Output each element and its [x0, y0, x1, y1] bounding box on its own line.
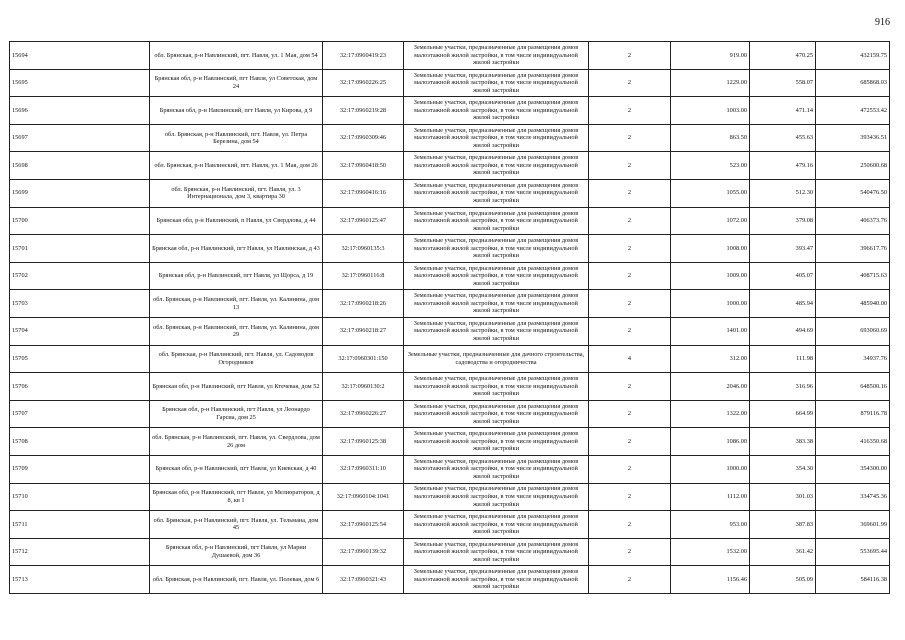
- area-cell: 1000.00: [671, 455, 750, 483]
- specific-value-cell: 455.63: [750, 124, 816, 152]
- cadastral-value-cell: 485940.00: [816, 290, 890, 318]
- table-row: [10, 345, 890, 373]
- area-cell: 1055.00: [671, 179, 750, 207]
- cadastral-value-cell: 416350.68: [816, 428, 890, 456]
- permitted-use-cell: Земельные участки, предназначенные для размещения домов малоэтажной жилой застройки, в том числе индивидуальной жилой застройки: [404, 97, 589, 125]
- use-group-cell: 2: [589, 373, 671, 401]
- cadastral-value-cell: 393436.51: [816, 124, 890, 152]
- specific-value-cell: 301.03: [750, 483, 816, 511]
- table-row: [10, 538, 890, 566]
- cadastral-value-cell: 408715.63: [816, 262, 890, 290]
- address-cell: Брянская обл, р-н Навлинский, пгт Навля, ул Мелиораторов, д 8, кв 1: [150, 483, 323, 511]
- cadastral-number-cell: 32:17:0960301:150: [323, 345, 404, 373]
- cadastral-number-cell: 32:17:0960139:32: [323, 538, 404, 566]
- row-number-cell: 15695: [10, 69, 150, 97]
- area-cell: 523.00: [671, 152, 750, 180]
- address-cell: обл. Брянская, р-н Навлинский, пгт. Навля, ул. Свердлова, дом 26 дом: [150, 428, 323, 456]
- cadastral-value-cell: 334745.36: [816, 483, 890, 511]
- area-cell: 1008.00: [671, 235, 750, 263]
- permitted-use-cell: Земельные участки, предназначенные для размещения домов малоэтажной жилой застройки, в том числе индивидуальной жилой застройки: [404, 152, 589, 180]
- cadastral-value-cell: 432159.75: [816, 42, 890, 70]
- cadastral-number-cell: 32:17:0960125:47: [323, 207, 404, 235]
- cadastral-value-cell: 879116.78: [816, 400, 890, 428]
- table-row: [10, 290, 890, 318]
- specific-value-cell: 383.38: [750, 428, 816, 456]
- address-cell: Брянская обл, р-н Навлинский, пгт Навля, ул Кирова, д 9: [150, 97, 323, 125]
- permitted-use-cell: Земельные участки, предназначенные для размещения домов малоэтажной жилой застройки, в том числе индивидуальной жилой застройки: [404, 69, 589, 97]
- use-group-cell: 2: [589, 400, 671, 428]
- table-row: [10, 262, 890, 290]
- table-row: [10, 42, 890, 70]
- use-group-cell: 2: [589, 455, 671, 483]
- address-cell: Брянская обл, р-н Навлинский, п Навля, ул Свердлова, д 44: [150, 207, 323, 235]
- permitted-use-cell: Земельные участки, предназначенные для размещения домов малоэтажной жилой застройки, в том числе индивидуальной жилой застройки: [404, 317, 589, 345]
- row-number-cell: 15704: [10, 317, 150, 345]
- use-group-cell: 2: [589, 317, 671, 345]
- area-cell: 863.50: [671, 124, 750, 152]
- address-cell: Брянская обл, р-н Навлинский, пгт Навля, ул Киевская, д 40: [150, 455, 323, 483]
- table-row: [10, 207, 890, 235]
- specific-value-cell: 316.96: [750, 373, 816, 401]
- address-cell: обл. Брянская, р-н Навлинский, пгт. Навля, ул. Садоводов Огородников: [150, 345, 323, 373]
- cadastral-value-cell: 553695.44: [816, 538, 890, 566]
- cadastral-value-cell: 693060.69: [816, 317, 890, 345]
- permitted-use-cell: Земельные участки, предназначенные для размещения домов малоэтажной жилой застройки, в том числе индивидуальной жилой застройки: [404, 235, 589, 263]
- permitted-use-cell: Земельные участки, предназначенные для размещения домов малоэтажной жилой застройки, в том числе индивидуальной жилой застройки: [404, 511, 589, 539]
- row-number-cell: 15710: [10, 483, 150, 511]
- page-number: 916: [875, 17, 890, 28]
- use-group-cell: 2: [589, 207, 671, 235]
- row-number-cell: 15700: [10, 207, 150, 235]
- cadastral-value-cell: 34937.76: [816, 345, 890, 373]
- specific-value-cell: 111.98: [750, 345, 816, 373]
- permitted-use-cell: Земельные участки, предназначенные для размещения домов малоэтажной жилой застройки, в том числе индивидуальной жилой застройки: [404, 262, 589, 290]
- area-cell: 1009.00: [671, 262, 750, 290]
- area-cell: 1072.00: [671, 207, 750, 235]
- cadastral-number-cell: 32:17:0960226:25: [323, 69, 404, 97]
- area-cell: 1322.00: [671, 400, 750, 428]
- area-cell: 953.00: [671, 511, 750, 539]
- specific-value-cell: 405.07: [750, 262, 816, 290]
- row-number-cell: 15706: [10, 373, 150, 401]
- use-group-cell: 2: [589, 179, 671, 207]
- cadastral-number-cell: 32:17:0960104:1041: [323, 483, 404, 511]
- table-row: [10, 455, 890, 483]
- row-number-cell: 15703: [10, 290, 150, 318]
- row-number-cell: 15696: [10, 97, 150, 125]
- area-cell: 1003.00: [671, 97, 750, 125]
- permitted-use-cell: Земельные участки, предназначенные для размещения домов малоэтажной жилой застройки, в том числе индивидуальной жилой застройки: [404, 428, 589, 456]
- specific-value-cell: 512.30: [750, 179, 816, 207]
- permitted-use-cell: Земельные участки, предназначенные для размещения домов малоэтажной жилой застройки, в том числе индивидуальной жилой застройки: [404, 290, 589, 318]
- specific-value-cell: 361.42: [750, 538, 816, 566]
- cadastral-value-cell: 354300.00: [816, 455, 890, 483]
- address-cell: Брянская обл, р-н Навлинский, пгт Навля, ул Ктечевая, дом 52: [150, 373, 323, 401]
- cadastral-number-cell: 32:17:0960416:16: [323, 179, 404, 207]
- cadastral-value-cell: 540476.50: [816, 179, 890, 207]
- cadastral-value-cell: 250600.68: [816, 152, 890, 180]
- area-cell: 1229.00: [671, 69, 750, 97]
- area-cell: 1112.00: [671, 483, 750, 511]
- table-row: [10, 124, 890, 152]
- use-group-cell: 4: [589, 345, 671, 373]
- address-cell: обл. Брянская, р-н Навлинский, пгт. Навля, ул. Петра Березина, дом 54: [150, 124, 323, 152]
- address-cell: обл. Брянская, р-н Навлинский, пгт. Навля, ул. 1 Мая, дом 54: [150, 42, 323, 70]
- permitted-use-cell: Земельные участки, предназначенные для размещения домов малоэтажной жилой застройки, в том числе индивидуальной жилой застройки: [404, 207, 589, 235]
- cadastral-number-cell: 32:17:0960311:10: [323, 455, 404, 483]
- specific-value-cell: 354.30: [750, 455, 816, 483]
- row-number-cell: 15698: [10, 152, 150, 180]
- specific-value-cell: 494.69: [750, 317, 816, 345]
- use-group-cell: 2: [589, 483, 671, 511]
- address-cell: обл. Брянская, р-н Навлинский, пгт. Навля, ул. Калинина, дом 29: [150, 317, 323, 345]
- permitted-use-cell: Земельные участки, предназначенные для дачного строительства, садоводства и огородничества: [404, 345, 589, 373]
- use-group-cell: 2: [589, 428, 671, 456]
- cadastral-number-cell: 32:17:0960125:38: [323, 428, 404, 456]
- specific-value-cell: 379.08: [750, 207, 816, 235]
- address-cell: Брянская обл, р-н Навлинский, пгт Навля, ул Навлинская, д 43: [150, 235, 323, 263]
- permitted-use-cell: Земельные участки, предназначенные для размещения домов малоэтажной жилой застройки, в том числе индивидуальной жилой застройки: [404, 124, 589, 152]
- row-number-cell: 15713: [10, 566, 150, 594]
- permitted-use-cell: Земельные участки, предназначенные для размещения домов малоэтажной жилой застройки, в том числе индивидуальной жилой застройки: [404, 179, 589, 207]
- row-number-cell: 15711: [10, 511, 150, 539]
- cadastral-number-cell: 32:17:0960418:50: [323, 152, 404, 180]
- address-cell: Брянская обл, р-н Навлинский, пгт Навля, ул Леонардо Гарсиа, дом 25: [150, 400, 323, 428]
- use-group-cell: 2: [589, 124, 671, 152]
- permitted-use-cell: Земельные участки, предназначенные для размещения домов малоэтажной жилой застройки, в том числе индивидуальной жилой застройки: [404, 483, 589, 511]
- table-row: [10, 373, 890, 401]
- permitted-use-cell: Земельные участки, предназначенные для размещения домов малоэтажной жилой застройки, в том числе индивидуальной жилой застройки: [404, 538, 589, 566]
- permitted-use-cell: Земельные участки, предназначенные для размещения домов малоэтажной жилой застройки, в том числе индивидуальной жилой застройки: [404, 42, 589, 70]
- cadastral-number-cell: 32:17:0960309:46: [323, 124, 404, 152]
- area-cell: 1156.46: [671, 566, 750, 594]
- address-cell: Брянская обл, р-н Навлинский, пгт Навля, ул Марии Душаевой, дом 36: [150, 538, 323, 566]
- use-group-cell: 2: [589, 511, 671, 539]
- table-row: [10, 483, 890, 511]
- use-group-cell: 2: [589, 566, 671, 594]
- cadastral-value-cell: 396617.76: [816, 235, 890, 263]
- use-group-cell: 2: [589, 235, 671, 263]
- address-cell: Брянская обл, р-н Навлинский, пгт Навля, ул Советская, дом 24: [150, 69, 323, 97]
- table-body: [10, 42, 890, 594]
- address-cell: Брянская обл, р-н Навлинский, пгт Навля, ул Щорса, д 19: [150, 262, 323, 290]
- table-row: [10, 511, 890, 539]
- row-number-cell: 15705: [10, 345, 150, 373]
- cadastral-number-cell: 32:17:0960321:43: [323, 566, 404, 594]
- table-row: [10, 235, 890, 263]
- row-number-cell: 15708: [10, 428, 150, 456]
- cadastral-value-cell: 472553.42: [816, 97, 890, 125]
- cadastral-number-cell: 32:17:0960219:28: [323, 97, 404, 125]
- specific-value-cell: 479.16: [750, 152, 816, 180]
- permitted-use-cell: Земельные участки, предназначенные для размещения домов малоэтажной жилой застройки, в том числе индивидуальной жилой застройки: [404, 373, 589, 401]
- specific-value-cell: 505.09: [750, 566, 816, 594]
- use-group-cell: 2: [589, 69, 671, 97]
- cadastral-number-cell: 32:17:0960135:3: [323, 235, 404, 263]
- use-group-cell: 2: [589, 152, 671, 180]
- specific-value-cell: 485.94: [750, 290, 816, 318]
- area-cell: 1532.00: [671, 538, 750, 566]
- use-group-cell: 2: [589, 538, 671, 566]
- table-row: [10, 152, 890, 180]
- address-cell: обл. Брянская, р-н Навлинский, пгт. Навля, ул. 1 Мая, дом 26: [150, 152, 323, 180]
- address-cell: обл. Брянская, р-н Навлинский, пгт. Навля, ул. 3 Интернационала, дом 3, квартира 30: [150, 179, 323, 207]
- cadastral-number-cell: 32:17:0960226:27: [323, 400, 404, 428]
- specific-value-cell: 470.25: [750, 42, 816, 70]
- address-cell: обл. Брянская, р-н Навлинский, пгт. Навля, ул. Полевая, дом 6: [150, 566, 323, 594]
- cadastral-number-cell: 32:17:0960419:23: [323, 42, 404, 70]
- area-cell: 1086.00: [671, 428, 750, 456]
- address-cell: обл. Брянская, р-н Навлинский, пгт. Навля, ул. Тельмана, дом 45: [150, 511, 323, 539]
- area-cell: 1000.00: [671, 290, 750, 318]
- specific-value-cell: 558.07: [750, 69, 816, 97]
- table-row: [10, 400, 890, 428]
- specific-value-cell: 393.47: [750, 235, 816, 263]
- use-group-cell: 2: [589, 42, 671, 70]
- use-group-cell: 2: [589, 262, 671, 290]
- permitted-use-cell: Земельные участки, предназначенные для размещения домов малоэтажной жилой застройки, в том числе индивидуальной жилой застройки: [404, 400, 589, 428]
- cadastral-value-cell: 369601.99: [816, 511, 890, 539]
- row-number-cell: 15701: [10, 235, 150, 263]
- cadastral-number-cell: 32:17:0960125:54: [323, 511, 404, 539]
- row-number-cell: 15702: [10, 262, 150, 290]
- cadastral-number-cell: 32:17:0960218:26: [323, 290, 404, 318]
- cadastral-value-cell: 648500.16: [816, 373, 890, 401]
- cadastral-number-cell: 32:17:0960218:27: [323, 317, 404, 345]
- area-cell: 2046.00: [671, 373, 750, 401]
- specific-value-cell: 664.99: [750, 400, 816, 428]
- cadastral-value-cell: 685868.03: [816, 69, 890, 97]
- row-number-cell: 15707: [10, 400, 150, 428]
- row-number-cell: 15697: [10, 124, 150, 152]
- table-row: [10, 97, 890, 125]
- specific-value-cell: 387.83: [750, 511, 816, 539]
- table-row: [10, 69, 890, 97]
- use-group-cell: 2: [589, 290, 671, 318]
- permitted-use-cell: Земельные участки, предназначенные для размещения домов малоэтажной жилой застройки, в том числе индивидуальной жилой застройки: [404, 566, 589, 594]
- use-group-cell: 2: [589, 97, 671, 125]
- row-number-cell: 15694: [10, 42, 150, 70]
- land-registry-table: [9, 41, 890, 594]
- row-number-cell: 15709: [10, 455, 150, 483]
- row-number-cell: 15699: [10, 179, 150, 207]
- cadastral-value-cell: 584116.38: [816, 566, 890, 594]
- area-cell: 1401.00: [671, 317, 750, 345]
- address-cell: обл. Брянская, р-н Навлинский, пгт. Навля, ул. Калинина, дом 13: [150, 290, 323, 318]
- row-number-cell: 15712: [10, 538, 150, 566]
- table-row: [10, 566, 890, 594]
- cadastral-number-cell: 32:17:0960130:2: [323, 373, 404, 401]
- table-row: [10, 317, 890, 345]
- table-row: [10, 179, 890, 207]
- table-row: [10, 428, 890, 456]
- cadastral-value-cell: 406373.76: [816, 207, 890, 235]
- area-cell: 312.00: [671, 345, 750, 373]
- permitted-use-cell: Земельные участки, предназначенные для размещения домов малоэтажной жилой застройки, в том числе индивидуальной жилой застройки: [404, 455, 589, 483]
- cadastral-number-cell: 32:17:0960116:8: [323, 262, 404, 290]
- specific-value-cell: 471.14: [750, 97, 816, 125]
- area-cell: 919.00: [671, 42, 750, 70]
